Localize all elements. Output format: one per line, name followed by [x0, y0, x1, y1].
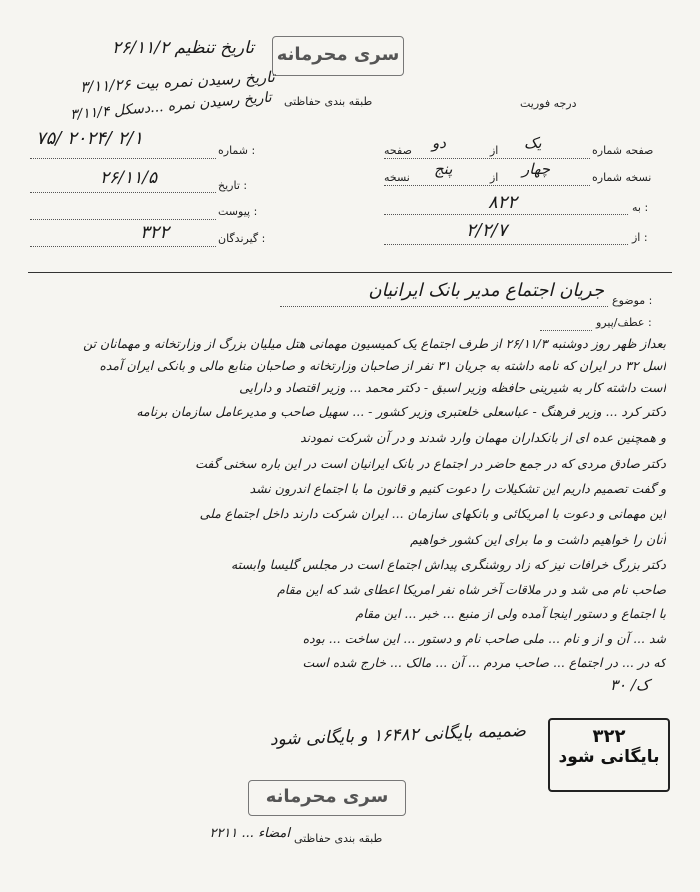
field-copy-line	[384, 185, 590, 186]
classification-label-bottom: طبقه بندی حفاظتی	[294, 832, 383, 845]
field-recipients-line	[30, 246, 216, 247]
signoff-mark: ک/ ۳۰	[610, 676, 650, 694]
body-line: است داشته کار به شیرینی حافظه وزیر اسبق - دکتر محمد ... وزیر اقتصاد و دارایی	[239, 380, 666, 395]
field-date-line	[30, 192, 216, 193]
body-line: و گفت تصمیم داریم این تشکیلات را دعوت کنیم و قانون ما با اجتماع اندرون نشد	[249, 481, 666, 496]
body-line: با اجتماع و دستور اینجا آمده ولی از منبع ... خبر ... این مقام	[355, 606, 666, 621]
field-from-line	[384, 244, 628, 245]
classification-stamp-top: سری محرمانه	[272, 36, 404, 76]
body-line: اسل ۳۲ در ایران که نامه داشته به جریان ۳۱ نفر از صاحبان وزارتخانه و صاحبان منابع مالی و بانکی ایران آمده	[99, 358, 666, 373]
file-note: ضمیمه بایگانی ۱۶۴۸۲ و بایگانی شود	[269, 720, 527, 750]
priority-label: درجه فوریت	[520, 97, 577, 110]
field-attachment-label: پیوست :	[218, 205, 258, 218]
field-from-value: ۲/۲/۷	[466, 220, 508, 241]
header-divider	[28, 272, 672, 273]
field-page-value2: دو	[432, 134, 446, 152]
body-line: که در ... در اجتماع ... صاحب مردم ... آن ... مالک ... خارج شده است	[302, 655, 666, 670]
field-to-value: ۸۲۲	[488, 192, 518, 213]
body-line: شد ... آن و از و نام ... ملی صاحب نام و دستور ... این ساخت ... بوده	[302, 631, 666, 646]
body-line: دکتر بزرگ خرافات نیز که زاد روشنگری پیداش اجتماع است در مجلس گلیسا وابسته	[231, 557, 666, 572]
field-copy-value2: پنج	[434, 160, 453, 178]
subject-value: جریان اجتماع مدیر بانک ایرانیان	[368, 280, 604, 301]
classification-stamp-bottom: سری محرمانه	[248, 780, 406, 816]
field-page-value: یک	[524, 134, 542, 152]
handwritten-date-2: تاریخ رسیدن نمره بیت ۳/۱۱/۲۶	[79, 67, 276, 97]
body-line: و همچنین عده ای از بانکداران مهمان وارد شدند و در آن شرکت نمودند	[300, 430, 666, 445]
field-page-label: صفحه شماره	[592, 144, 654, 157]
reference-label: عطف/پیرو :	[596, 316, 652, 329]
handwritten-date-1: تاریخ تنظیم ۲۶/۱۱/۲	[112, 38, 254, 58]
signature: امضاء ... ۲۲۱۱	[209, 826, 290, 841]
body-line: دکتر صادق مردی که در جمع حاضر در اجتماع در بانک ایرانیان است در این باره سخنی گفت	[195, 456, 666, 471]
reference-line	[540, 330, 592, 331]
body-line: دکتر کرد ... وزیر فرهنگ - عباسعلی خلعتبری وزیر کشور - ... سهیل صاحب و مدیرعامل سازمان برنامه	[136, 404, 666, 419]
body-line: این مهمانی و دعوت با امریکائی و بانکهای سازمان ... ایران شرکت دارند داخل اجتماع ملی	[199, 506, 666, 521]
field-copy-suffix: نسخه	[384, 171, 410, 184]
field-page-line	[384, 158, 590, 159]
field-copy-label: نسخه شماره	[592, 171, 652, 184]
subject-label: موضوع :	[612, 294, 653, 307]
body-line: بعداز ظهر روز دوشنبه ۲۶/۱۱/۳ از طرف اجتماع یک کمیسیون مهمانی هتل میلیان بزرگ از وزارتخانه و مهمانان تن	[83, 336, 666, 351]
body-line: آنان را خواهیم داشت و ما برای این کشور خواهیم	[410, 532, 666, 547]
body-line: صاحب نام می شد و در ملاقات آخر شاه نفر امریکا اعطای شد که این مقام	[277, 582, 666, 597]
subject-line	[280, 306, 608, 307]
field-recipients-value: ۳۲۲	[140, 222, 170, 243]
field-number-line	[30, 158, 216, 159]
archive-stamp-number: ۳۲۲	[592, 726, 626, 747]
field-number-value: ۷۵/ ۲۰۲۴/ ۲/۱	[36, 128, 143, 149]
field-number-label: شماره :	[218, 144, 256, 157]
field-page-suffix: صفحه	[384, 144, 412, 157]
field-to-line	[384, 214, 628, 215]
field-page-mid: از	[490, 144, 499, 157]
field-recipients-label: گیرندگان :	[218, 232, 266, 245]
field-attachment-line	[30, 219, 216, 220]
field-from-label: از :	[632, 231, 648, 244]
field-date-label: تاریخ :	[218, 179, 248, 192]
field-copy-mid: از	[490, 171, 499, 184]
field-to-label: به :	[632, 201, 649, 214]
field-date-value: ۲۶/۱۱/۵	[100, 168, 158, 188]
field-copy-value: چهار	[522, 160, 551, 178]
classification-label-top: طبقه بندی حفاظتی	[284, 95, 373, 108]
archive-stamp	[548, 718, 670, 792]
archive-stamp-text: بایگانی شود	[558, 747, 660, 767]
handwritten-date-3: تاریخ رسیدن نمره ...دسکل ۳/۱۱/۴	[69, 89, 273, 124]
